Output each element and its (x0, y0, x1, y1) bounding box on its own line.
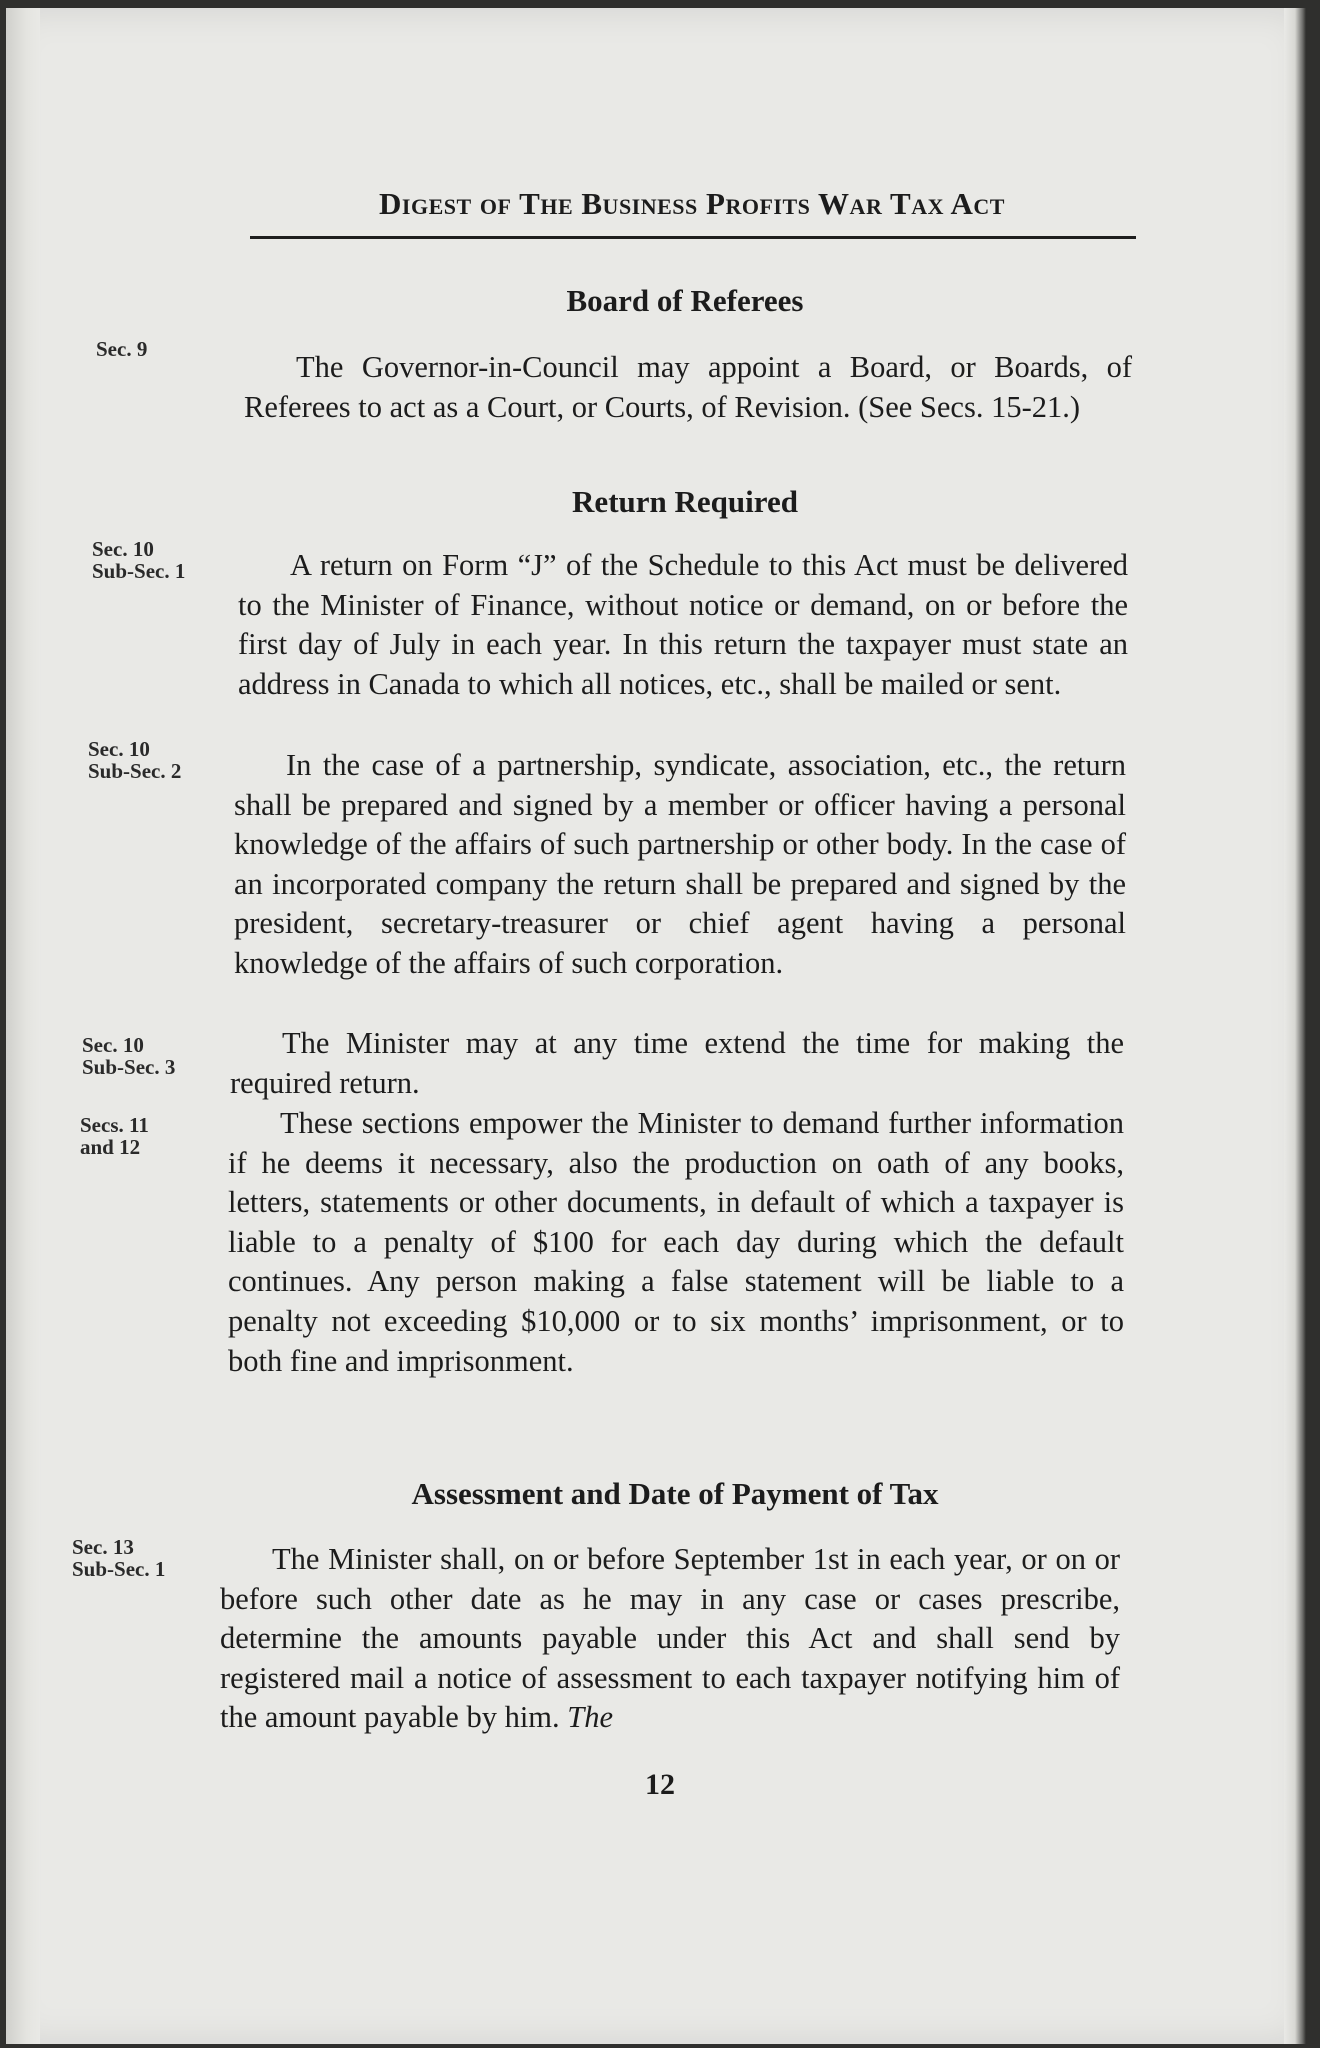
section-heading-assessment: Assessment and Date of Payment of Tax (411, 1476, 939, 1511)
paragraph-text: A return on Form “J” of the Schedule to this Act must be delivered to the Minister of Finance, without notice or demand, on or before the first day of July in each year. In this return the taxpayer must state an address in Canada to which all notices, etc., shall be mailed or sent. (238, 548, 1128, 701)
paragraph-text: The Minister may at any time extend the time for making the required return. (230, 1026, 1124, 1100)
paragraph-board-of-referees (244, 348, 1132, 427)
margin-note-sec-10-sub-2: Sec. 10 Sub-Sec. 2 (88, 737, 182, 783)
section-heading-return-required: Return Required (572, 484, 798, 519)
page-gutter (6, 8, 40, 2044)
margin-note-sec-9: Sec. 9 (96, 337, 148, 361)
page-number: 12 (645, 1768, 675, 1801)
header-rule (250, 236, 1136, 239)
section-heading-board-of-referees: Board of Referees (566, 283, 804, 318)
paragraph-return-form-j (238, 546, 1128, 704)
margin-note-sec-13-sub-1: Sec. 13 Sub-Sec. 1 (72, 1535, 166, 1581)
margin-note-secs-11-and-12: Secs. 11 and 12 (80, 1113, 149, 1159)
paragraph-assessment (220, 1540, 1120, 1738)
paragraph-text: These sections empower the Minister to demand further information if he deems it necessary, also the production on oath of any books, letters, statements or other documents, in default of which a taxpayer is liable to a penalty of $100 for each day during which the default continues. Any person making a false statement will be liable to a penalty not exceeding $10,000 or to six months’ imprisonment, or to both fine and imprisonment. (228, 1106, 1124, 1378)
paragraph-partnership-return (234, 746, 1126, 984)
margin-note-sec-10-sub-1: Sec. 10 Sub-Sec. 1 (92, 537, 186, 583)
paragraph-extend-time (230, 1024, 1124, 1103)
paragraph-further-information (228, 1104, 1124, 1381)
margin-note-sec-10-sub-3: Sec. 10 Sub-Sec. 3 (82, 1033, 176, 1079)
running-head: Digest of The Business Profits War Tax Act (379, 186, 1005, 221)
continuation-word: The (567, 1700, 614, 1735)
paragraph-text: In the case of a partnership, syndicate, association, etc., the return shall be prepared and signed by a member or officer having a personal knowledge of the affairs of such partnership or other body. In the case of an incorporated company the return shall be prepared and signed by the president, secretary-treasurer or chief agent having a personal knowledge of the affairs of such corporation. (234, 748, 1126, 980)
page-edge (1284, 8, 1306, 2044)
paragraph-text: The Governor-in-Council may appoint a Board, or Boards, of Referees to act as a Court, or Courts, of Revision. (See Secs. 15-21.) (244, 350, 1132, 424)
paragraph-text: The Minister shall, on or before September 1st in each year, or on or before such other date as he may in any case or cases prescribe, determine the amounts payable under this Act and shall send by registered mail a notice of assessment to each taxpayer notifying him of the amount payable by him. (220, 1542, 1120, 1735)
